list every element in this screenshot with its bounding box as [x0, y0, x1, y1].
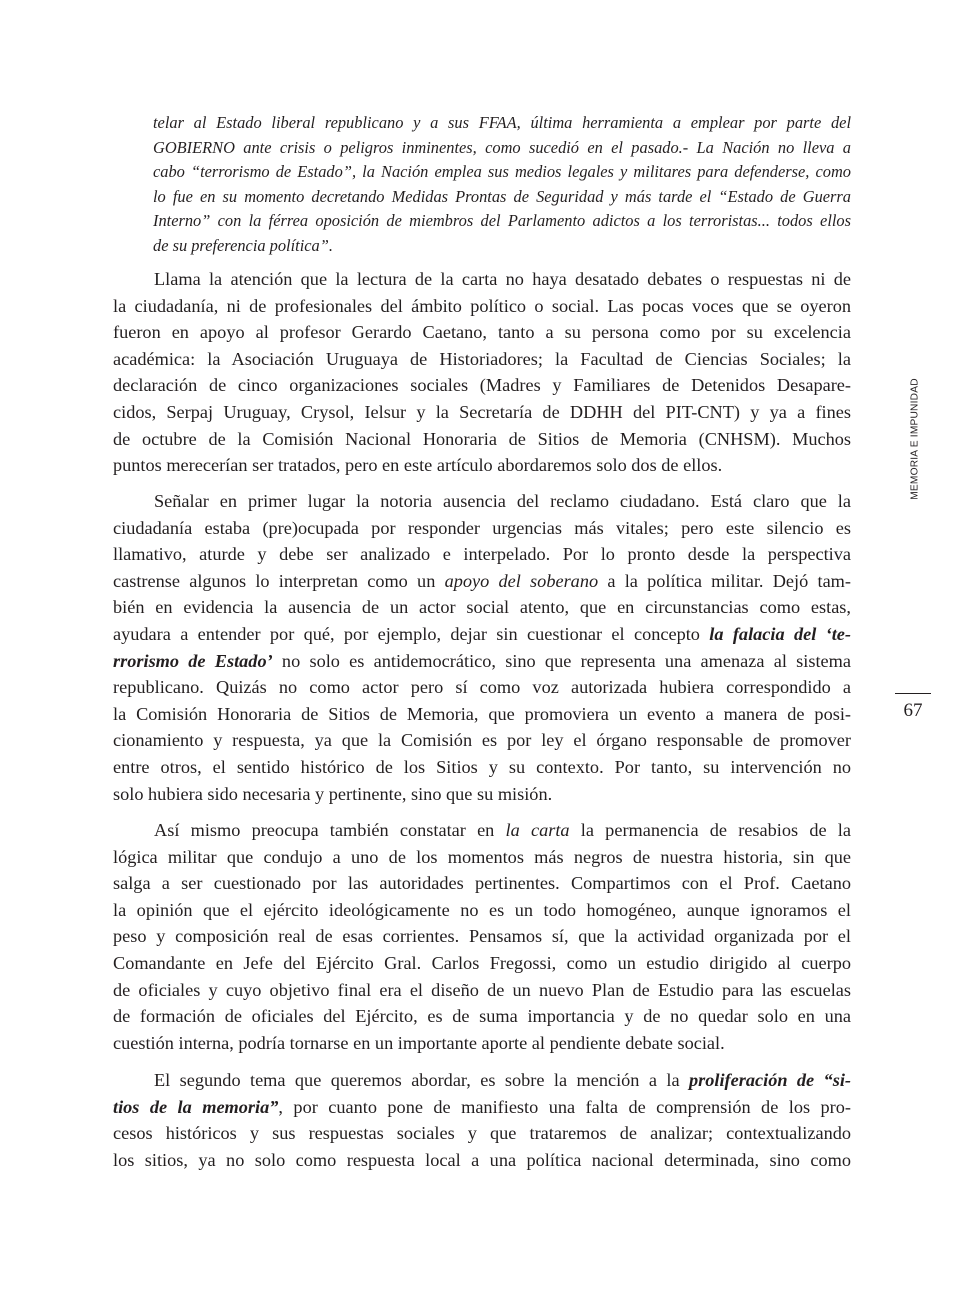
paragraph-3: [113, 817, 851, 1056]
emphasis-text: rrorismo de Estado’: [113, 650, 273, 671]
paragraph-4: [113, 1067, 851, 1173]
text-line: bién en evidencia la ausencia de un actor social atento, que en circunstancias como estas,: [113, 597, 851, 618]
text-line: cuestión interna, podría tornarse en un importante aporte al pendiente debate social.: [113, 1032, 725, 1053]
text-line: los sitios, ya no solo como respuesta local a una política nacional determinada, sino como: [113, 1149, 851, 1170]
emphasis-text: proliferación de “si-: [688, 1070, 851, 1090]
page-number: 67: [903, 700, 923, 721]
text-line: Señalar en primer lugar la notoria ausencia del reclamo ciudadano. Está claro que la: [154, 491, 851, 511]
emphasis-text: la carta: [505, 820, 570, 840]
text-line: fueron en apoyo al profesor Gerardo Caetano, tanto a su persona como por su excelencia: [113, 322, 851, 343]
text-line: salga a ser cuestionado por las autoridades pertinentes. Compartimos con el Prof. Caetano: [113, 873, 851, 894]
quote-line: de su preferencia política”.: [153, 235, 333, 255]
text-line: ciudadanía estaba (pre)ocupada por responder urgencias más vitales; pero este silencio es: [113, 517, 851, 538]
text-line: [113, 1067, 851, 1094]
text-line: la opinión que el ejército ideológicamente no es un todo homogéneo, aunque ignoramos el: [113, 899, 851, 920]
text-run: castrense algunos lo interpretan como un: [113, 570, 445, 591]
running-header: [895, 368, 935, 510]
text-line: Comandante en Jefe del Ejército Gral. Carlos Fregossi, como un estudio dirigido al cuerpo: [113, 952, 851, 973]
text-line: cesos históricos y sus respuestas sociales y que trataremos de analizar; contextualizando: [113, 1123, 851, 1144]
text-run: Así mismo preocupa también constatar en: [154, 820, 506, 840]
text-line: de oficiales y cuyo objetivo final era el diseño de un nuevo Plan de Estudio para las escuelas: [113, 979, 851, 1000]
text-line: [113, 621, 851, 648]
page-number-rule: [895, 693, 931, 694]
emphasis-text: la falacia del ‘te-: [709, 623, 851, 644]
text-run: ayudara a entender por qué, por ejemplo, dejar sin cuestionar el concepto: [113, 623, 710, 644]
emphasis-text: tios de la memoria”: [113, 1096, 279, 1117]
text-line: [113, 1094, 851, 1121]
text-run: , por cuanto pone de manifiesto una falta de comprensión de los pro-: [278, 1096, 851, 1117]
quote-line: GOBIERNO ante crisis o peligros inminentes, como sucedió en el pasado.- La Nación no lleva a: [153, 137, 851, 157]
text-run: a la política militar. Dejó tam-: [598, 570, 851, 591]
paragraph-2: [113, 488, 851, 807]
text-line: de formación de oficiales del Ejército, es de suma importancia y de no quedar solo en una: [113, 1006, 851, 1027]
quote-line: cabo “terrorismo de Estado”, la Nación emplea sus medios legales y militares para defenderse, como: [153, 162, 851, 182]
text-run: El segundo tema que queremos abordar, es sobre la mención a la: [154, 1070, 689, 1090]
text-line: [113, 817, 851, 844]
text-line: la Comisión Honoraria de Sitios de Memoria, que promoviera un evento a manera de posi-: [113, 703, 851, 724]
text-line: llamativo, aturde y debe ser analizado e interpelado. Por lo pronto desde la perspectiva: [113, 544, 851, 565]
paragraph-1: [113, 266, 851, 479]
quote-line: lo fue en su momento decretando Medidas Prontas de Seguridad y más tarde el “Estado de Guerra: [153, 186, 851, 206]
text-line: declaración de cinco organizaciones sociales (Madres y Familiares de Detenidos Desapare-: [113, 375, 851, 396]
text-line: [113, 648, 851, 675]
text-line: lógica militar que condujo a uno de los momentos más negros de nuestra historia, sin que: [113, 846, 851, 867]
text-line: de octubre de la Comisión Nacional Honoraria de Sitios de Memoria (CNHSM). Muchos: [113, 428, 851, 449]
block-quote: [153, 111, 851, 259]
quote-line: Interno” con la férrea oposición de miembros del Parlamento adictos a los terroristas... todos ellos: [153, 211, 851, 231]
text-line: cidos, Serpaj Uruguay, Crysol, Ielsur y la Secretaría de DDHH del PIT-CNT) y ya a fines: [113, 401, 851, 422]
quote-line: telar al Estado liberal republicano y a sus FFAA, última herramienta a emplear por parte del: [153, 113, 851, 132]
text-line: republicano. Quizás no como actor pero sí como voz autorizada hubiera correspondido a: [113, 677, 851, 698]
text-line: [113, 568, 851, 595]
text-line: la ciudadanía, ni de profesionales del ámbito político o social. Las pocas voces que se oyeron: [113, 295, 851, 316]
running-header-label: MEMORIA E IMPUNIDAD: [909, 378, 921, 500]
text-run: no solo es antidemocrático, sino que representa una amenaza al sistema: [272, 650, 851, 671]
text-line: cionamiento y respuesta, ya que la Comisión es por ley el órgano responsable de promover: [113, 730, 851, 751]
text-line: puntos merecerían ser tratados, pero en este artículo abordaremos solo dos de ellos.: [113, 455, 723, 476]
text-line: solo hubiera sido necesaria y pertinente, sino que su misión.: [113, 783, 553, 804]
text-run: la permanencia de resabios de la: [569, 820, 852, 840]
text-line: entre otros, el sentido histórico de los Sitios y su contexto. Por tanto, su intervención no: [113, 756, 851, 777]
text-line: Llama la atención que la lectura de la carta no haya desatado debates o respuestas ni de: [154, 269, 851, 289]
text-line: peso y composición real de esas corrientes. Pensamos sí, que la actividad organizada por el: [113, 926, 851, 947]
text-line: académica: la Asociación Uruguaya de Historiadores; la Facultad de Ciencias Sociales; la: [113, 348, 851, 369]
emphasis-text: apoyo del soberano: [444, 570, 599, 591]
